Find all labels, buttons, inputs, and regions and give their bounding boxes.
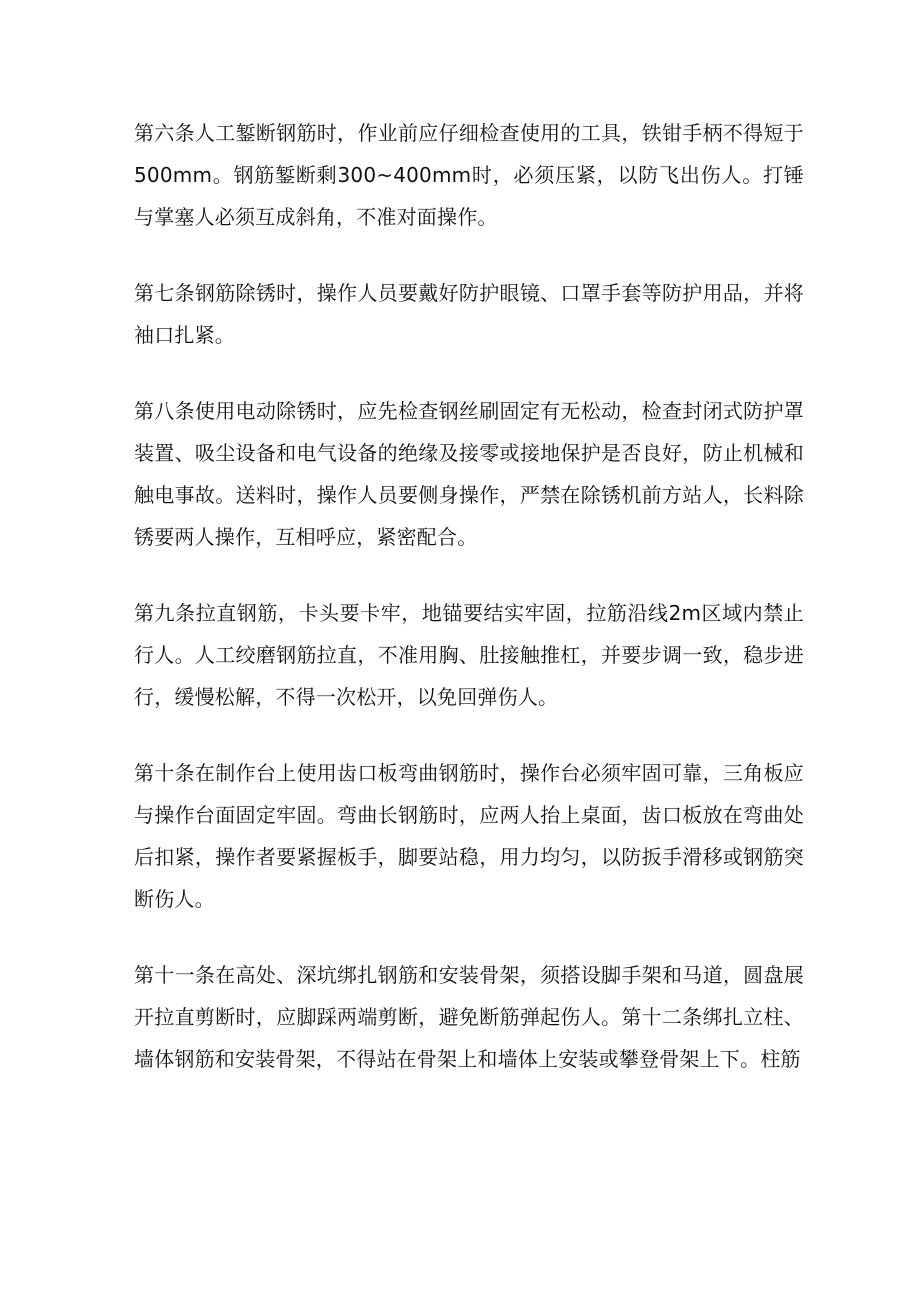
paragraph-article-6: 第六条人工錾断钢筋时，作业前应仔细检查使用的工具，铁钳手柄不得短于500mm。钢筋錾断剩300~400mm时，必须压紧，以防飞出伤人。打锤与掌塞人必须互成斜角，不准对面操作。 [134,121,804,229]
paragraph-article-9: 第九条拉直钢筋，卡头要卡牢，地锚要结实牢固，拉筋沿线2m区域内禁止行人。人工绞磨钢筋拉直，不准用胸、肚接触推杠，并要步调一致，稳步进行，缓慢松解，不得一次松开，以免回弹伤人。 [134,601,804,709]
paragraph-article-8: 第八条使用电动除锈时，应先检查钢丝刷固定有无松动，检查封闭式防护罩装置、吸尘设备和电气设备的绝缘及接零或接地保护是否良好，防止机械和触电事故。送料时，操作人员要侧身操作，严禁在除锈机前方站人，长料除锈要两人操作，互相呼应，紧密配合。 [134,399,804,549]
paragraph-article-10: 第十条在制作台上使用齿口板弯曲钢筋时，操作台必须牢固可靠，三角板应与操作台面固定牢固。弯曲长钢筋时，应两人抬上桌面，齿口板放在弯曲处后扣紧，操作者要紧握板手，脚要站稳，用力均匀，以防扳手滑移或钢筋突断伤人。 [134,761,804,911]
paragraph-article-11: 第十一条在高处、深坑绑扎钢筋和安装骨架，须搭设脚手架和马道，圆盘展开拉直剪断时，应脚踩两端剪断，避免断筋弹起伤人。第十二条绑扎立柱、墙体钢筋和安装骨架，不得站在骨架上和墙体上安装或攀登骨架上下。柱筋 [134,963,804,1071]
paragraph-article-7: 第七条钢筋除锈时，操作人员要戴好防护眼镜、口罩手套等防护用品，并将袖口扎紧。 [134,281,804,347]
document-body [134,112,804,1114]
